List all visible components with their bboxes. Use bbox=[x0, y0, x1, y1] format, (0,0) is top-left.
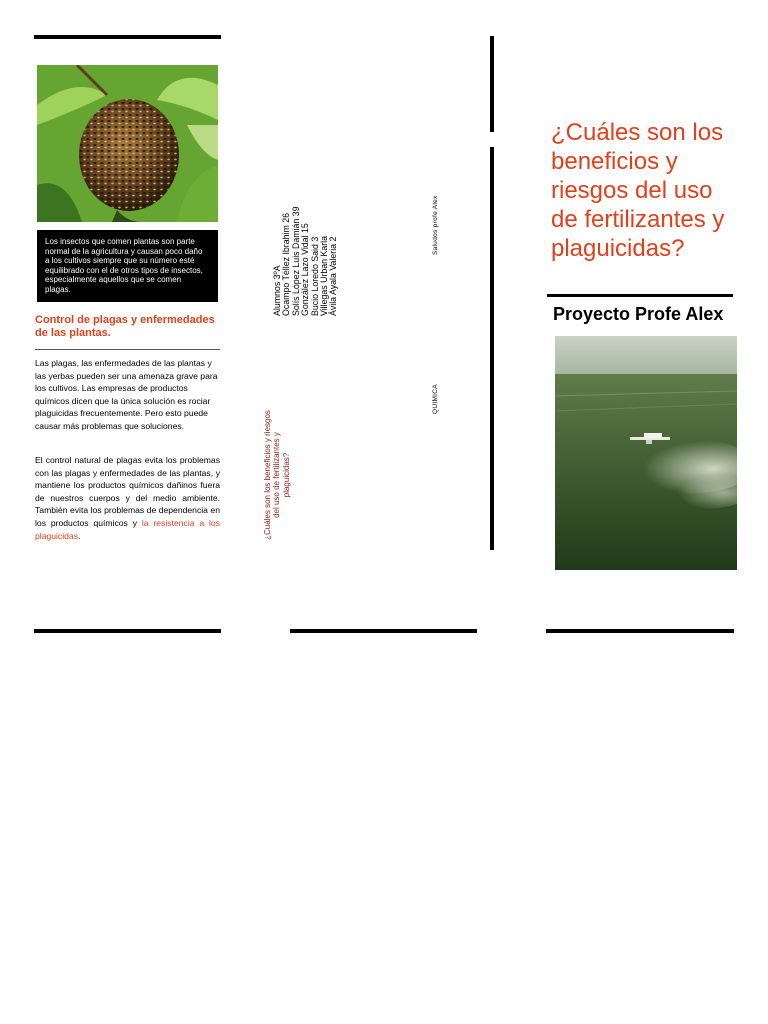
student-list bbox=[273, 206, 339, 316]
paragraph-pests: Las plagas, las enfermedades de las plantas y las yerbas pueden ser una amenaza grave para los cultivos. Las empresas de productos químicos dicen que la única solución es rociar plaguicidas frecuentemente. Pero esto puede causar más problemas que soluciones. bbox=[35, 358, 218, 431]
title-underline bbox=[547, 294, 733, 297]
project-label: Proyecto Profe Alex bbox=[553, 304, 724, 324]
student-item: Solís López Luis Damián 39 bbox=[290, 206, 301, 316]
paragraph-end: . bbox=[78, 530, 81, 541]
bottom-rule-left bbox=[34, 629, 221, 633]
section-divider bbox=[35, 349, 220, 350]
pest-fruit-photo bbox=[37, 65, 218, 222]
pest-fruit-image bbox=[37, 65, 218, 222]
vertical-rule-top bbox=[490, 36, 494, 132]
crop-duster-image bbox=[555, 336, 737, 570]
top-rule-left bbox=[34, 35, 221, 39]
rotated-question: ¿Cuáles son los beneficios y riesgos del uso de fertilizantes y plaguicidas? bbox=[263, 410, 291, 540]
student-item: González Lazo Vidal 15 bbox=[300, 223, 311, 316]
greeting-text: Saludos profe Alex bbox=[432, 195, 439, 255]
paragraph-natural-control-text: El control natural de plagas evita los problemas con las plagas y enfermedades de las plantas, y mantiene los productos químicos dañinos fuera de nuestros cuerpos y del medio ambiente. También evita los problemas de dependencia en los productos químicos y bbox=[35, 455, 220, 528]
bottom-rule-middle bbox=[290, 629, 477, 633]
subject-label: QUIMICA bbox=[432, 384, 439, 414]
bottom-rule-right bbox=[546, 629, 734, 633]
student-item: Villegas Urban Karla bbox=[319, 235, 330, 316]
section-title: Control de plagas y enfermedades de las plantas. bbox=[35, 314, 215, 339]
cover-title: ¿Cuáles son los beneficios y riesgos del uso de fertilizantes y plaguicidas? bbox=[551, 119, 725, 262]
crop-duster-photo bbox=[555, 336, 737, 570]
student-item: Bucio Loredo Said 3 bbox=[309, 236, 320, 316]
student-item: Ocampo Téllez Ibrahim 26 bbox=[281, 212, 292, 316]
pesticide-resistance-text: la resistencia a los plaguicidas bbox=[35, 517, 220, 541]
student-item: Ávila Ayala Valeria 2 bbox=[328, 236, 339, 316]
student-list-header: Alumnos 3ºA bbox=[272, 265, 282, 316]
vertical-rule-bottom bbox=[490, 147, 494, 550]
paragraph-natural-control bbox=[35, 454, 220, 542]
photo-caption: Los insectos que comen plantas son parte normal de la agricultura y causan poco daño a los cultivos siempre que su número esté equilibrado con el de otros tipos de insectos, especialmente aquellos que se comen plagas. bbox=[37, 230, 218, 302]
